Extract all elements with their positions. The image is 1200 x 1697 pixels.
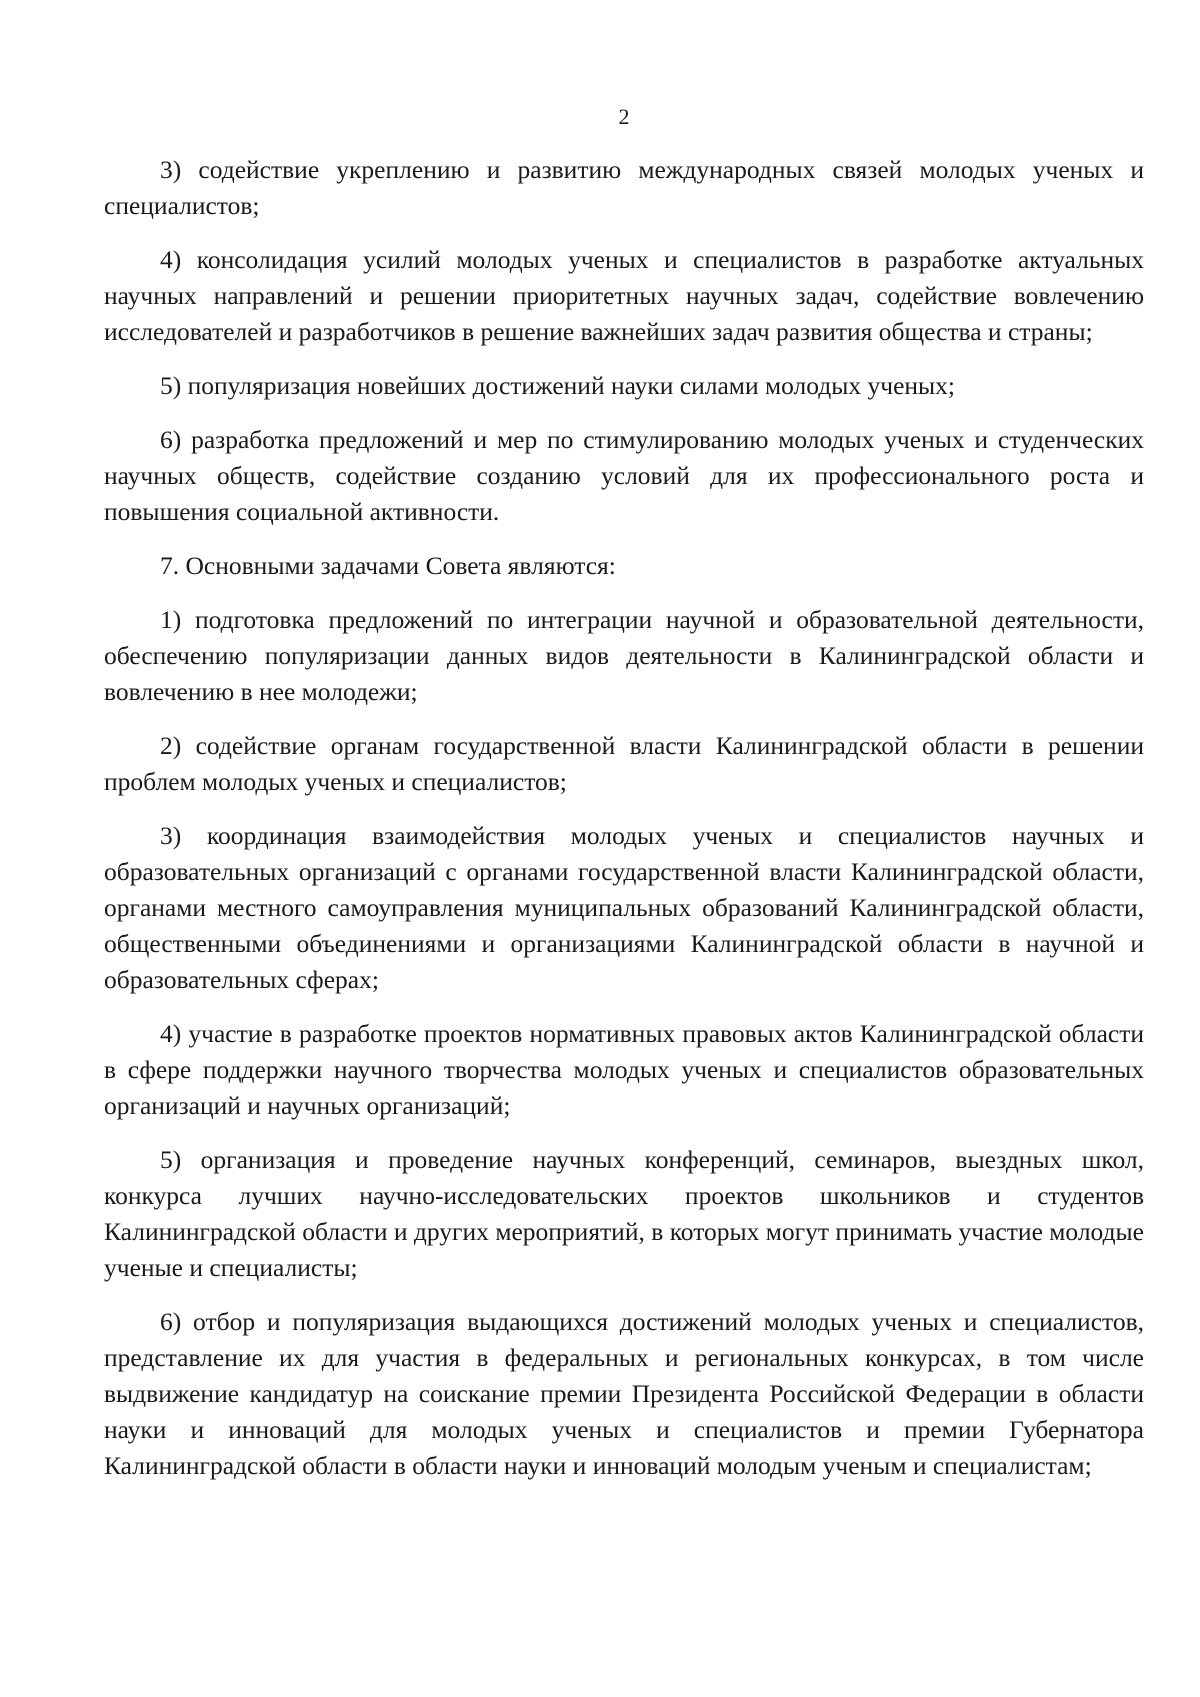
task-1-integration: 1) подготовка предложений по интеграции научной и образовательной деятельности, обеспечению популяризации данных видов деятельности в Калининградской области и вовлечению в нее молодежи; [104, 605, 1144, 706]
paragraph-6-proposals: 6) разработка предложений и мер по стимулированию молодых ученых и студенческих научных обществ, содействие созданию условий для их профессионального роста и повышения социальной активности. [104, 425, 1144, 526]
paragraph-5-popularization: 5) популяризация новейших достижений науки силами молодых ученых; [160, 371, 955, 400]
paragraph-4-consolidation: 4) консолидация усилий молодых ученых и специалистов в разработке актуальных научных направлений и решении приоритетных научных задач, содействие вовлечению исследователей и разработчиков в решение важнейших задач развития общества и страны; [104, 245, 1144, 346]
section-7-heading: 7. Основными задачами Совета являются: [160, 551, 616, 580]
task-6-selection: 6) отбор и популяризация выдающихся достижений молодых ученых и специалистов, представление их для участия в федеральных и региональных конкурсах, в том числе выдвижение кандидатур на соискание премии Президента Российской Федерации в области науки и инноваций для молодых ученых и специалистов и премии Губернатора Калининградской области в области науки и инноваций молодым ученым и специалистам; [104, 1307, 1144, 1480]
task-5-events: 5) организация и проведение научных конференций, семинаров, выездных школ, конкурса лучших научно-исследовательских проектов школьников и студентов Калининградской области и других мероприятий, в которых могут принимать участие молодые ученые и специалисты; [104, 1145, 1144, 1282]
task-2-assistance: 2) содействие органам государственной власти Калининградской области в решении проблем молодых ученых и специалистов; [104, 731, 1144, 796]
document-body [104, 152, 1144, 1502]
page-number: 2 [618, 104, 630, 129]
task-3-coordination: 3) координация взаимодействия молодых ученых и специалистов научных и образовательных организаций с органами государственной власти Калининградской области, органами местного самоуправления муниципальных образований Калининградской области, общественными объединениями и организациями Калининградской области в научной и образовательных сферах; [104, 821, 1144, 994]
paragraph-3-international-ties: 3) содействие укреплению и развитию международных связей молодых ученых и специалистов; [104, 155, 1144, 220]
task-4-legislation: 4) участие в разработке проектов нормативных правовых актов Калининградской области в сфере поддержки научного творчества молодых ученых и специалистов образовательных организаций и научных организаций; [104, 1019, 1144, 1120]
